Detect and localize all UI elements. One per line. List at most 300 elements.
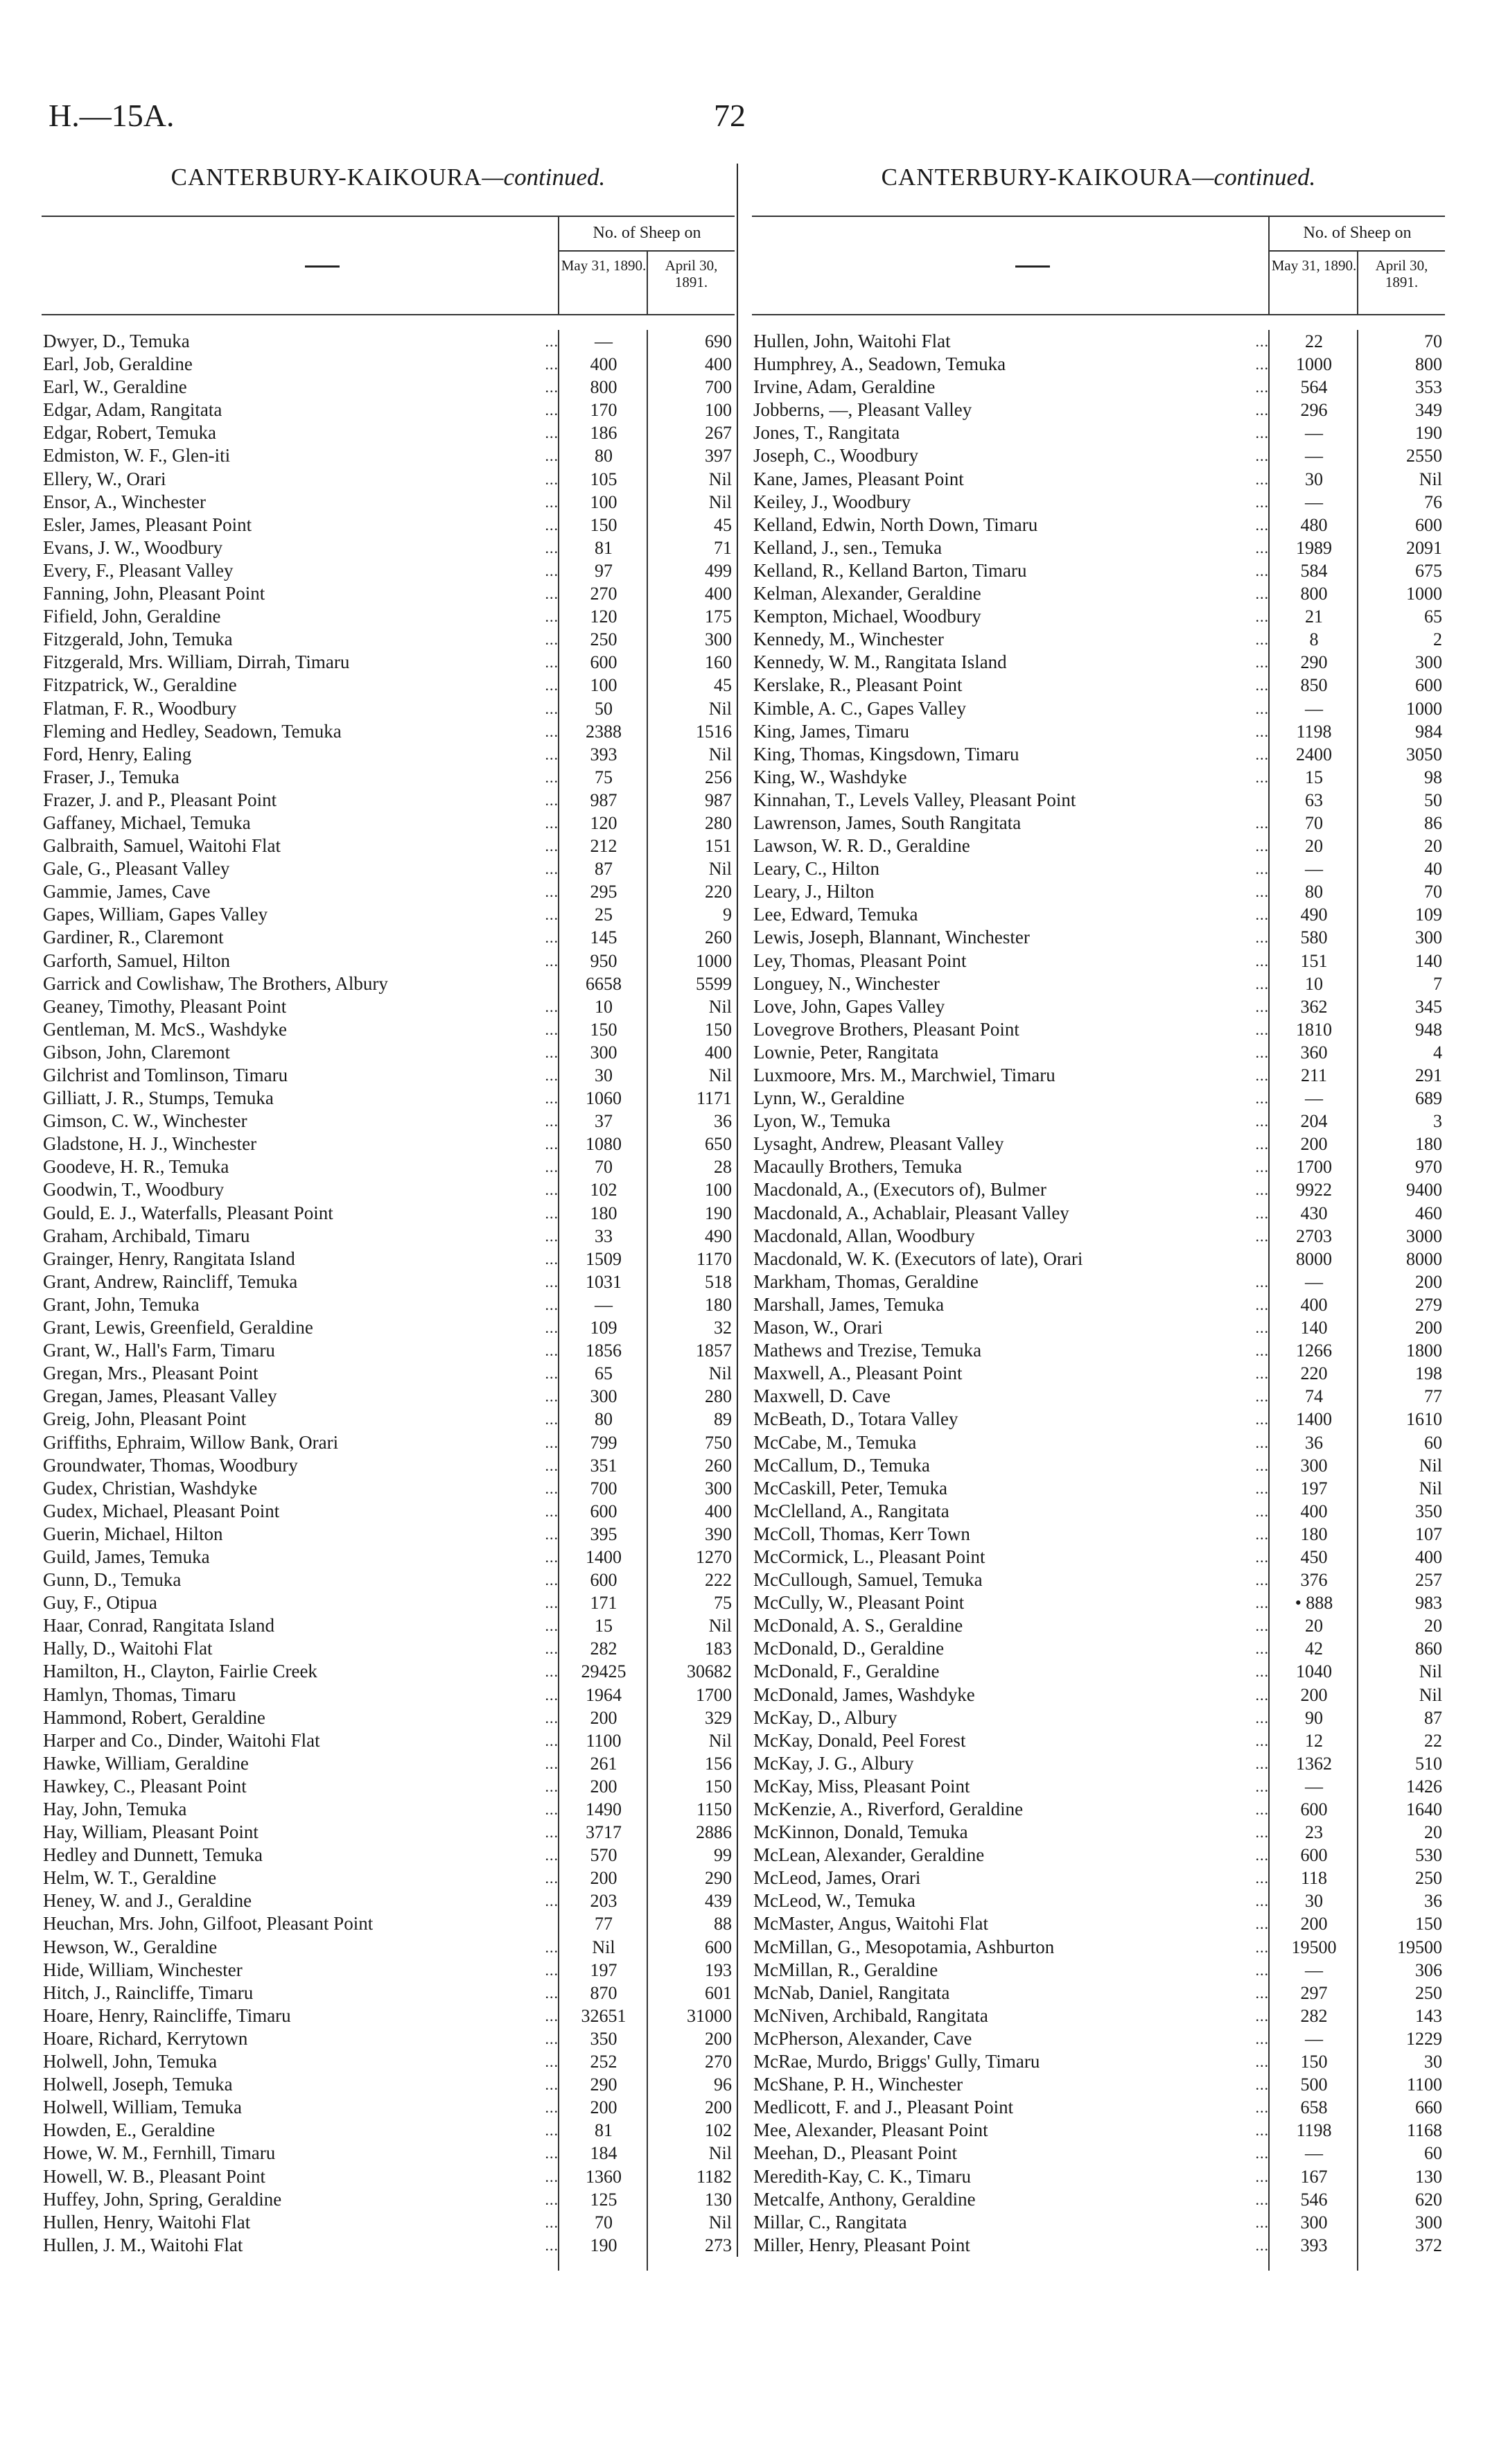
owner-name: King, James, Timaru [753, 720, 910, 742]
owner-name: Gardiner, R., Claremont [43, 927, 224, 948]
table-row [752, 1431, 1445, 1454]
sheep-may-1890: 800 [1300, 584, 1328, 604]
sheep-april-1891: 150 [1415, 1914, 1442, 1934]
may-1890-heading: May 31, 1890. [561, 257, 647, 274]
leader-dots: ... [545, 654, 559, 672]
leader-dots: ... [545, 1640, 559, 1658]
leader-dots: ... [1255, 837, 1269, 855]
leader-dots: ... [545, 2167, 559, 2185]
sheep-may-1890: 2388 [586, 721, 622, 742]
owner-name: Kennedy, W. M., Rangitata Island [753, 652, 1007, 673]
leader-dots: ... [1255, 1571, 1269, 1589]
table-row [752, 1041, 1445, 1064]
sheep-may-1890: 393 [590, 744, 617, 764]
table-row [752, 1889, 1445, 1912]
leader-dots: ... [545, 1319, 559, 1337]
owner-name: McRae, Murdo, Briggs' Gully, Timaru [753, 2051, 1040, 2072]
sheep-may-1890: 32651 [581, 2005, 626, 2026]
owner-name: Holwell, Joseph, Temuka [43, 2074, 233, 2095]
sheep-april-1891: 31000 [687, 2005, 732, 2026]
sheep-april-1891: 200 [705, 2097, 732, 2118]
leader-dots: ... [545, 608, 559, 626]
leader-dots: ... [545, 722, 559, 740]
sheep-april-1891: 220 [705, 882, 732, 902]
table-row [42, 1339, 735, 1362]
table-row [752, 1684, 1445, 1706]
table-row [42, 1729, 735, 1752]
owner-name: McCullough, Samuel, Temuka [753, 1569, 983, 1591]
sheep-count-heading: No. of Sheep on [1303, 224, 1412, 242]
table-row [42, 880, 735, 903]
sheep-april-1891: 400 [1415, 1546, 1442, 1567]
column-divider [737, 164, 738, 2257]
sheep-april-1891: 107 [1415, 1523, 1442, 1544]
table-row [42, 1752, 735, 1775]
owner-name: McDonald, D., Geraldine [753, 1638, 945, 1659]
leader-dots: ... [1255, 1801, 1269, 1818]
table-row [42, 1684, 735, 1706]
sheep-may-1890: 203 [590, 1891, 617, 1912]
leader-dots: ... [1255, 1731, 1269, 1749]
owner-name: Hamilton, H., Clayton, Fairlie Creek [43, 1661, 317, 1682]
table-row [752, 1339, 1445, 1362]
right-table-header [752, 217, 1445, 314]
owner-name: McCabe, M., Temuka [753, 1431, 917, 1453]
right-table-body [752, 330, 1445, 2257]
table-row [42, 1248, 735, 1270]
sheep-april-1891: 290 [705, 1868, 732, 1889]
table-row [752, 1500, 1445, 1523]
sheep-april-1891: 273 [705, 2235, 732, 2255]
owner-name: Guy, F., Otipua [43, 1592, 157, 1614]
owner-name: Howell, W. B., Pleasant Point [43, 2165, 266, 2187]
table-row [752, 1018, 1445, 1041]
sheep-may-1890: 580 [1300, 927, 1328, 948]
owner-name: Fitzgerald, John, Temuka [43, 629, 233, 650]
owner-name: Haar, Conrad, Rangitata Island [43, 1615, 275, 1636]
owner-name: Kane, James, Pleasant Point [753, 468, 964, 489]
table-row [752, 1982, 1445, 2004]
leader-dots: ... [545, 906, 559, 924]
sheep-may-1890: 297 [1300, 1982, 1328, 2003]
leader-dots: ... [545, 1824, 559, 1842]
owner-name: Medlicott, F. and J., Pleasant Point [753, 2097, 1014, 2118]
leader-dots: ... [545, 1365, 559, 1383]
table-row [42, 1660, 735, 1683]
sheep-april-1891: 190 [705, 1203, 732, 1223]
sheep-april-1891: 260 [705, 1455, 732, 1476]
table-row [752, 628, 1445, 651]
sheep-may-1890: 2703 [1296, 1225, 1332, 1246]
table-row [752, 674, 1445, 697]
table-row [42, 2096, 735, 2119]
table-row [42, 330, 735, 353]
sheep-may-1890: 252 [590, 2052, 617, 2072]
sheep-april-1891: 3050 [1406, 744, 1442, 764]
table-row [42, 2234, 735, 2257]
table-row [752, 1087, 1445, 1110]
table-row [752, 491, 1445, 514]
sheep-april-1891: 948 [1415, 1019, 1442, 1040]
leader-dots: ... [1255, 768, 1269, 786]
leader-dots: ... [545, 1456, 559, 1474]
sheep-april-1891: 30682 [687, 1661, 732, 1682]
leader-dots: ... [545, 1090, 559, 1108]
sheep-may-1890: 393 [1300, 2235, 1328, 2255]
sheep-april-1891: 9400 [1406, 1180, 1442, 1200]
sheep-may-1890: 800 [590, 377, 617, 398]
sheep-april-1891: 30 [1424, 2052, 1442, 2072]
leader-dots: ... [545, 837, 559, 855]
sheep-may-1890: 80 [1305, 882, 1323, 902]
sheep-april-1891: 76 [1424, 491, 1442, 512]
sheep-may-1890: — [1305, 1088, 1323, 1109]
sheep-may-1890: 500 [1300, 2074, 1328, 2095]
sheep-april-1891: 350 [1415, 1501, 1442, 1521]
sheep-may-1890: 200 [1300, 1914, 1328, 1934]
owner-name: Kelman, Alexander, Geraldine [753, 583, 981, 604]
sheep-may-1890: 125 [590, 2189, 617, 2210]
owner-name: Kinnahan, T., Levels Valley, Pleasant Point [753, 789, 1076, 810]
table-row [752, 2096, 1445, 2119]
sheep-may-1890: 70 [1305, 812, 1323, 833]
sheep-may-1890: 1266 [1296, 1340, 1332, 1361]
leader-dots: ... [1255, 654, 1269, 672]
sheep-may-1890: 290 [590, 2074, 617, 2095]
leader-dots: ... [545, 1181, 559, 1199]
owner-name: McColl, Thomas, Kerr Town [753, 1523, 970, 1544]
sheep-may-1890: 1989 [1296, 537, 1332, 558]
name-column-dash [305, 265, 340, 268]
leader-dots: ... [1255, 2213, 1269, 2231]
leader-dots: ... [1255, 952, 1269, 970]
leader-dots: ... [1255, 1502, 1269, 1520]
sheep-april-1891: 700 [705, 377, 732, 398]
sheep-april-1891: 400 [705, 1501, 732, 1521]
leader-dots: ... [545, 2099, 559, 2117]
sheep-april-1891: 175 [705, 606, 732, 627]
owner-name: Macdonald, Allan, Woodbury [753, 1225, 975, 1246]
sheep-april-1891: 99 [714, 1845, 732, 1866]
sheep-april-1891: 1150 [696, 1799, 732, 1819]
sheep-april-1891: 390 [705, 1523, 732, 1544]
sheep-april-1891: 198 [1415, 1363, 1442, 1384]
sheep-may-1890: Nil [592, 1937, 615, 1957]
leader-dots: ... [1255, 929, 1269, 947]
sheep-may-1890: 658 [1300, 2097, 1328, 2118]
table-row [42, 1385, 735, 1408]
leader-dots: ... [545, 929, 559, 947]
sheep-may-1890: 490 [1300, 905, 1328, 925]
sheep-may-1890: 77 [595, 1914, 613, 1934]
owner-name: Edgar, Robert, Temuka [43, 422, 216, 444]
leader-dots: ... [545, 1295, 559, 1313]
leader-dots: ... [1255, 699, 1269, 717]
owner-name: Kelland, R., Kelland Barton, Timaru [753, 559, 1027, 581]
table-row [42, 468, 735, 491]
leader-dots: ... [545, 2190, 559, 2208]
table-row [752, 1637, 1445, 1660]
sheep-may-1890: 30 [1305, 1891, 1323, 1912]
leader-dots: ... [1255, 401, 1269, 419]
table-row [42, 1775, 735, 1798]
owner-name: Howden, E., Geraldine [43, 2120, 216, 2141]
sheep-may-1890: 200 [590, 1707, 617, 1728]
sheep-april-1891: 180 [705, 1294, 732, 1315]
sheep-april-1891: 1640 [1406, 1799, 1442, 1819]
sheep-may-1890: 200 [590, 2097, 617, 2118]
sheep-april-1891: 98 [1424, 767, 1442, 787]
owner-name: McCully, W., Pleasant Point [753, 1592, 965, 1614]
table-row [752, 1064, 1445, 1087]
table-row [752, 743, 1445, 766]
owner-name: Gudex, Christian, Washdyke [43, 1477, 258, 1499]
table-row [752, 1454, 1445, 1477]
owner-name: McKay, Donald, Peel Forest [753, 1729, 966, 1751]
sheep-may-1890: 197 [1300, 1478, 1328, 1499]
sheep-may-1890: 450 [1300, 1546, 1328, 1567]
sheep-april-1891: 1800 [1406, 1340, 1442, 1361]
leader-dots: ... [545, 1067, 559, 1084]
sheep-may-1890: — [595, 1294, 613, 1315]
sheep-april-1891: 1170 [696, 1248, 732, 1269]
leader-dots: ... [1255, 1319, 1269, 1337]
owner-name: Kerslake, R., Pleasant Point [753, 674, 963, 696]
table-row [42, 605, 735, 628]
owner-name: Hoare, Richard, Kerrytown [43, 2027, 248, 2049]
sheep-april-1891: 183 [705, 1639, 732, 1659]
sheep-april-1891: 1100 [1406, 2074, 1442, 2095]
leader-dots: ... [1255, 2007, 1269, 2025]
owner-name: Hay, John, Temuka [43, 1799, 187, 1819]
table-row [752, 1844, 1445, 1867]
table-row [752, 1706, 1445, 1729]
sheep-may-1890: 10 [1305, 973, 1323, 994]
sheep-may-1890: 430 [1300, 1203, 1328, 1223]
leader-dots: ... [1255, 1525, 1269, 1543]
sheep-april-1891: 650 [705, 1134, 732, 1155]
leader-dots: ... [545, 1135, 559, 1153]
sheep-april-1891: 3 [1433, 1111, 1442, 1132]
sheep-may-1890: — [1305, 491, 1323, 512]
sheep-may-1890: 1400 [586, 1546, 622, 1567]
table-row [42, 1500, 735, 1523]
sheep-may-1890: 81 [595, 537, 613, 558]
owner-name: Hawkey, C., Pleasant Point [43, 1775, 247, 1797]
sheep-may-1890: 700 [590, 1478, 617, 1499]
leader-dots: ... [1255, 1090, 1269, 1108]
table-row [42, 1546, 735, 1569]
sheep-april-1891: 349 [1415, 400, 1442, 421]
sheep-april-1891: 156 [705, 1753, 732, 1774]
sheep-may-1890: 15 [1305, 767, 1323, 787]
table-row [42, 857, 735, 880]
sheep-april-1891: 4 [1433, 1042, 1442, 1063]
table-row [752, 559, 1445, 582]
table-row [752, 2211, 1445, 2234]
owner-name: Heuchan, Mrs. John, Gilfoot, Pleasant Point [43, 1913, 374, 1934]
sheep-may-1890: 220 [1300, 1363, 1328, 1384]
sheep-may-1890: 21 [1305, 606, 1323, 627]
owner-name: King, W., Washdyke [753, 766, 907, 787]
sheep-may-1890: 261 [590, 1753, 617, 1774]
owner-name: McMillan, R., Geraldine [753, 1959, 938, 1980]
owner-name: Hammond, Robert, Geraldine [43, 1706, 265, 1728]
owner-name: McLeod, W., Temuka [753, 1890, 915, 1912]
sheep-april-1891: 1610 [1406, 1409, 1442, 1430]
sheep-may-1890: 1100 [586, 1730, 622, 1751]
table-row [752, 812, 1445, 835]
sheep-april-1891: 75 [714, 1593, 732, 1614]
leader-dots: ... [1255, 1433, 1269, 1451]
leader-dots: ... [1255, 631, 1269, 649]
sheep-april-1891: 5599 [696, 973, 732, 994]
leader-dots: ... [545, 1433, 559, 1451]
table-row [42, 1982, 735, 2004]
leader-dots: ... [545, 447, 559, 465]
leader-dots: ... [545, 1112, 559, 1130]
owner-name: McBeath, D., Totara Valley [753, 1408, 958, 1430]
leader-dots: ... [545, 1020, 559, 1038]
owner-name: Luxmoore, Mrs. M., Marchwiel, Timaru [753, 1065, 1055, 1085]
leader-dots: ... [1255, 2144, 1269, 2162]
owner-name: McMillan, G., Mesopotamia, Ashburton [753, 1936, 1055, 1957]
owner-name: Ley, Thomas, Pleasant Point [753, 950, 967, 971]
sheep-may-1890: 1080 [586, 1134, 622, 1155]
sheep-may-1890: 400 [1300, 1501, 1328, 1521]
sheep-may-1890: 105 [590, 469, 617, 489]
owner-name: Joseph, C., Woodbury [753, 445, 919, 466]
leader-dots: ... [545, 768, 559, 786]
sheep-april-1891: Nil [708, 2143, 732, 2164]
owner-name: Miller, Henry, Pleasant Point [753, 2234, 970, 2255]
leader-dots: ... [1255, 1548, 1269, 1566]
sheep-april-1891: 40 [1424, 859, 1442, 880]
sheep-may-1890: 80 [595, 446, 613, 466]
leader-dots: ... [1255, 1388, 1269, 1406]
leader-dots: ... [545, 2144, 559, 2162]
sheep-april-1891: 22 [1424, 1730, 1442, 1751]
sheep-april-1891: 279 [1415, 1294, 1442, 1315]
sheep-april-1891: 151 [705, 836, 732, 857]
sheep-april-1891: 510 [1415, 1753, 1442, 1774]
sheep-april-1891: 96 [714, 2074, 732, 2095]
leader-dots: ... [1255, 1204, 1269, 1222]
owner-name: Mee, Alexander, Pleasant Point [753, 2120, 988, 2141]
table-row [752, 444, 1445, 467]
leader-dots: ... [1255, 1181, 1269, 1199]
table-row [752, 1729, 1445, 1752]
table-row [752, 880, 1445, 903]
owner-name: Grainger, Henry, Rangitata Island [43, 1248, 295, 1269]
leader-dots: ... [545, 2122, 559, 2140]
sheep-april-1891: 460 [1415, 1203, 1442, 1223]
sheep-april-1891: 60 [1424, 1432, 1442, 1453]
sheep-may-1890: 270 [590, 584, 617, 604]
table-row [752, 2027, 1445, 2050]
leader-dots: ... [545, 1961, 559, 1979]
sheep-april-1891: 750 [705, 1432, 732, 1453]
table-row [752, 2119, 1445, 2142]
owner-name: Irvine, Adam, Geraldine [753, 376, 936, 398]
sheep-april-1891: 3000 [1406, 1225, 1442, 1246]
table-row [752, 1660, 1445, 1683]
sheep-may-1890: 295 [590, 882, 617, 902]
sheep-april-1891: 345 [1415, 996, 1442, 1017]
sheep-may-1890: 290 [1300, 652, 1328, 673]
owner-name: Millar, C., Rangitata [753, 2211, 907, 2233]
sheep-april-1891: 1171 [696, 1088, 732, 1109]
leader-dots: ... [1255, 2236, 1269, 2254]
leader-dots: ... [545, 952, 559, 970]
table-row [42, 1087, 735, 1110]
sheep-may-1890: 100 [590, 675, 617, 696]
sheep-may-1890: 36 [1305, 1432, 1323, 1453]
table-row [752, 514, 1445, 536]
leader-dots: ... [545, 1342, 559, 1360]
leader-dots: ... [1255, 1158, 1269, 1176]
table-row [752, 766, 1445, 789]
leader-dots: ... [1255, 378, 1269, 396]
sheep-may-1890: 37 [595, 1111, 613, 1132]
table-row [42, 559, 735, 582]
table-row [752, 1912, 1445, 1935]
sheep-april-1891: 180 [1415, 1134, 1442, 1155]
sheep-april-1891: 45 [714, 675, 732, 696]
sheep-may-1890: 1198 [1296, 721, 1332, 742]
owner-name: Grant, Andrew, Raincliff, Temuka [43, 1270, 298, 1292]
table-row [42, 2165, 735, 2188]
sheep-april-1891: 1700 [696, 1684, 732, 1705]
owner-name: Graham, Archibald, Timaru [43, 1225, 250, 1246]
table-row [752, 582, 1445, 605]
sheep-april-1891: Nil [1419, 1478, 1442, 1499]
table-row [42, 674, 735, 697]
table-row [752, 2234, 1445, 2257]
sheep-may-1890: 167 [1300, 2166, 1328, 2187]
sheep-may-1890: 400 [1300, 1294, 1328, 1315]
table-row [42, 1408, 735, 1431]
sheep-april-1891: 270 [705, 2052, 732, 2072]
owner-name: Gladstone, H. J., Winchester [43, 1133, 257, 1155]
leader-dots: ... [1255, 2190, 1269, 2208]
owner-name: Gimson, C. W., Winchester [43, 1110, 247, 1132]
owner-name: Kelland, Edwin, North Down, Timaru [753, 514, 1038, 535]
sheep-may-1890: 22 [1305, 331, 1323, 351]
right-table [752, 164, 1445, 2284]
owner-name: McCaskill, Peter, Temuka [753, 1477, 947, 1499]
owner-name: Love, John, Gapes Valley [753, 995, 945, 1017]
sheep-april-1891: 353 [1415, 377, 1442, 398]
sheep-april-1891: Nil [708, 469, 732, 489]
leader-dots: ... [545, 814, 559, 832]
sheep-may-1890: 1810 [1296, 1019, 1332, 1040]
owner-name: Jones, T., Rangitata [753, 422, 900, 444]
sheep-april-1891: 984 [1415, 721, 1442, 742]
leader-dots: ... [1255, 1617, 1269, 1635]
owner-name: McKay, J. G., Albury [753, 1752, 914, 1774]
leader-dots: ... [1255, 470, 1269, 488]
name-column-dash [1015, 265, 1050, 268]
owner-name: Galbraith, Samuel, Waitohi Flat [43, 835, 281, 857]
sheep-april-1891: 89 [714, 1409, 732, 1430]
leader-dots: ... [1255, 1135, 1269, 1153]
sheep-may-1890: 8 [1309, 629, 1319, 650]
sheep-count-heading: No. of Sheep on [593, 224, 701, 242]
owner-name: Ellery, W., Orari [43, 468, 166, 489]
table-row [42, 1454, 735, 1477]
sheep-april-1891: 7 [1433, 973, 1442, 994]
